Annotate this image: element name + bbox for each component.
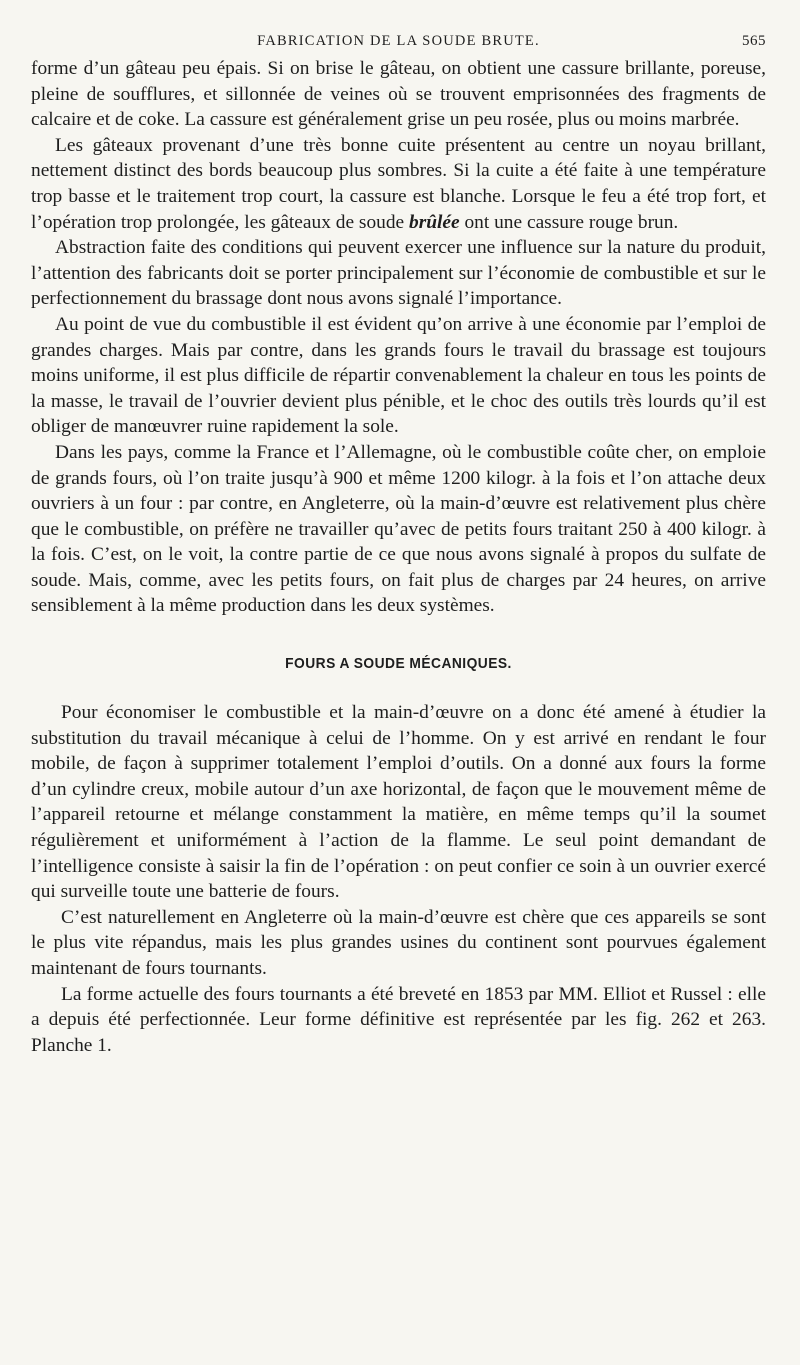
running-header [31,30,766,56]
paragraph-6: Pour économiser le combustible et la main-d’œuvre on a donc été amené à étudier la substitution du travail mécanique à celui de l’homme. On y est arrivé en rendant le four mobile, de façon à supprimer totalement l’emploi d’outils. On a donné aux fours la forme d’un cylindre creux, mobile autour d’un axe horizontal, de façon que le mouvement même de l’appareil retourne et mélange constamment la matière, en même temps qu’il la soumet régulièrement et uniformément à l’action de la flamme. Le seul point demandant de l’intelligence consiste à saisir la fin de l’opération : on peut confier ce soin à un ouvrier exercé qui surveille toute une batterie de fours. [31,702,766,903]
paragraph-2-text-a: Les gâteaux provenant d’une très bonne cuite présentent au centre un noyau brillant, nettement distinct des bords beaucoup plus sombres. Si la cuite a été faite à une température trop basse et le traitement trop court, la cassure est blanche. Lorsque le feu a été trop fort, et l’opération trop prolongée, les gâteaux de soude [31,134,766,233]
paragraph-8: La forme actuelle des fours tournants a été breveté en 1853 par MM. Elliot et Russel : elle a depuis été perfectionnée. Leur forme définitive est représentée par les fig. 262 et 263. Planche 1. [31,983,766,1056]
page-number: 565 [742,33,766,49]
paragraph-3: Abstraction faite des conditions qui peuvent exercer une influence sur la nature du produit, l’attention des fabricants doit se porter principalement sur l’économie de combustible et sur le perfectionnement du brassage dont nous avons signalé l’importance. [31,237,766,310]
paragraph-7: C’est naturellement en Angleterre où la main-d’œuvre est chère que ces appareils se sont le plus vite répandus, mais les plus grandes usines du continent sont pourvues également maintenant de fours tournants. [31,906,766,979]
paragraph-4: Au point de vue du combustible il est évident qu’on arrive à une économie par l’emploi de grandes charges. Mais par contre, dans les grands fours le travail du brassage est toujours moins uniforme, il est plus difficile de répartir convenablement la chaleur en tous les points de la masse, le travail de l’ouvrier devient plus pénible, et le choc des outils très lourds qu’il est obliger de manœuvrer ruine rapidement la sole. [31,313,766,438]
paragraph-1: forme d’un gâteau peu épais. Si on brise le gâteau, on obtient une cassure brillante, poreuse, pleine de soufflures, et sillonnée de veines où se trouvent emprisonnées des fragments de calcaire et de coke. La cassure est généralement grise un peu rosée, plus ou moins marbrée. [31,58,766,131]
term-brulee: brûlée [409,211,460,233]
section-heading: FOURS A SOUDE MÉCANIQUES. [285,655,512,673]
paragraph-5: Dans les pays, comme la France et l’Allemagne, où le combustible coûte cher, on emploie de grands fours, où l’on traite jusqu’à 900 et même 1200 kilogr. à la fois et l’on attache deux ouvriers à un four : par contre, en Angleterre, où la main-d’œuvre est relativement plus chère que le combustible, on préfère ne travailler qu’avec de petits fours traitant 250 à 400 kilogr. à la fois. C’est, on le voit, la contre partie de ce que nous avons signalé à propos du sulfate de soude. Mais, comme, avec les petits fours, on fait plus de charges par 24 heures, on arrive sensiblement à la même production dans les deux systèmes. [31,441,766,617]
paragraph-2-text-b: ont une cassure rouge brun. [459,211,679,233]
body-text [31,56,766,1058]
paragraph-2 [31,133,766,235]
running-title: FABRICATION DE LA SOUDE BRUTE. [257,33,540,49]
